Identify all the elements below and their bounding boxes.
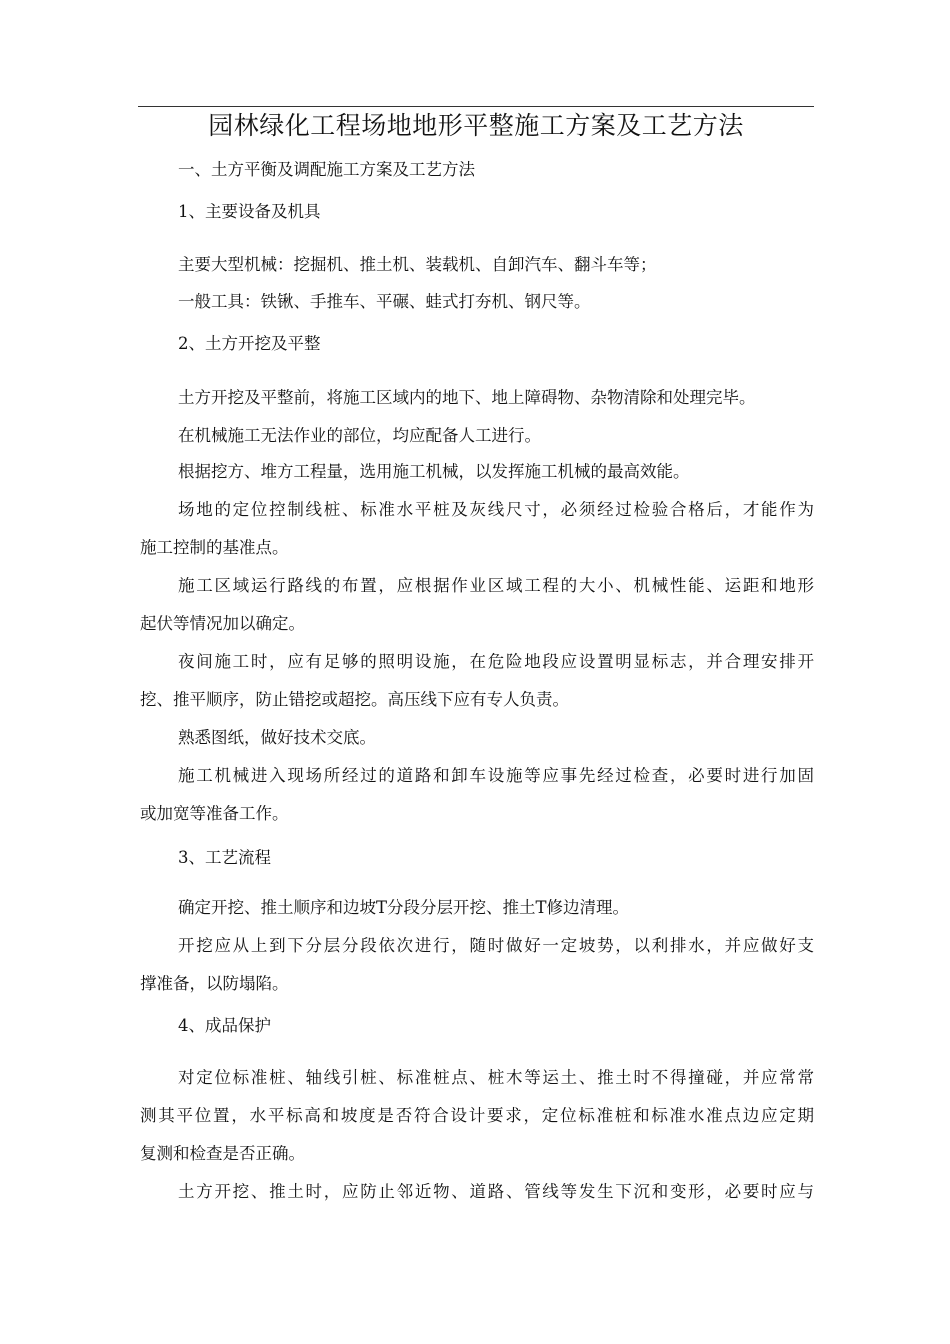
paragraph-line: 根据挖方、堆方工程量，选用施工机械，以发挥施工机械的最高效能。 (178, 462, 690, 481)
paragraph-line: 土方开挖及平整前，将施工区域内的地下、地上障碍物、杂物清除和处理完毕。 (178, 388, 756, 407)
paragraph-line: 撑准备，以防塌陷。 (140, 974, 289, 993)
paragraph-line: 对定位标准桩、轴线引桩、标准桩点、桩木等运土、推土时不得撞碰，并应常常 (178, 1068, 814, 1087)
section-heading: 一、土方平衡及调配施工方案及工艺方法 (178, 160, 475, 179)
paragraph-line: 或加宽等准备工作。 (140, 804, 289, 823)
document-title: 园林绿化工程场地地形平整施工方案及工艺方法 (208, 111, 744, 140)
paragraph-line: 挖、推平顺序，防止错挖或超挖。高压线下应有专人负责。 (140, 690, 569, 709)
paragraph-line: 施工控制的基准点。 (140, 538, 289, 557)
paragraph-line: 夜间施工时，应有足够的照明设施，在危险地段应设置明显标志，并合理安排开 (178, 652, 814, 671)
header-rule (138, 106, 814, 107)
subsection-heading: 1、主要设备及机具 (178, 202, 321, 221)
paragraph-line: 熟悉图纸，做好技术交底。 (178, 728, 376, 747)
paragraph-line: 主要大型机械：挖掘机、推土机、装载机、自卸汽车、翻斗车等； (178, 255, 657, 274)
paragraph-line: 场地的定位控制线桩、标准水平桩及灰线尺寸，必须经过检验合格后，才能作为 (178, 500, 814, 519)
paragraph-line: 在机械施工无法作业的部位，均应配备人工进行。 (178, 426, 541, 445)
subsection-heading: 2、土方开挖及平整 (178, 334, 321, 353)
paragraph-line: 一般工具：铁锹、手推车、平碾、蛙式打夯机、钢尺等。 (178, 292, 591, 311)
paragraph-line: 施工机械进入现场所经过的道路和卸车设施等应事先经过检查，必要时进行加固 (178, 766, 814, 785)
subsection-heading: 3、工艺流程 (178, 848, 271, 867)
paragraph-line: 测其平位置，水平标高和坡度是否符合设计要求，定位标准桩和标准水准点边应定期 (140, 1106, 814, 1125)
paragraph-line: 起伏等情况加以确定。 (140, 614, 305, 633)
paragraph-line: 开挖应从上到下分层分段依次进行，随时做好一定坡势，以利排水，并应做好支 (178, 936, 814, 955)
paragraph-line: 施工区域运行路线的布置，应根据作业区域工程的大小、机械性能、运距和地形 (178, 576, 814, 595)
subsection-heading: 4、成品保护 (178, 1016, 271, 1035)
paragraph-line: 土方开挖、推土时，应防止邻近物、道路、管线等发生下沉和变形，必要时应与 (178, 1182, 814, 1201)
paragraph-line: 复测和检查是否正确。 (140, 1144, 305, 1163)
paragraph-line: 确定开挖、推土顺序和边坡T分段分层开挖、推土T修边清理。 (178, 898, 630, 917)
